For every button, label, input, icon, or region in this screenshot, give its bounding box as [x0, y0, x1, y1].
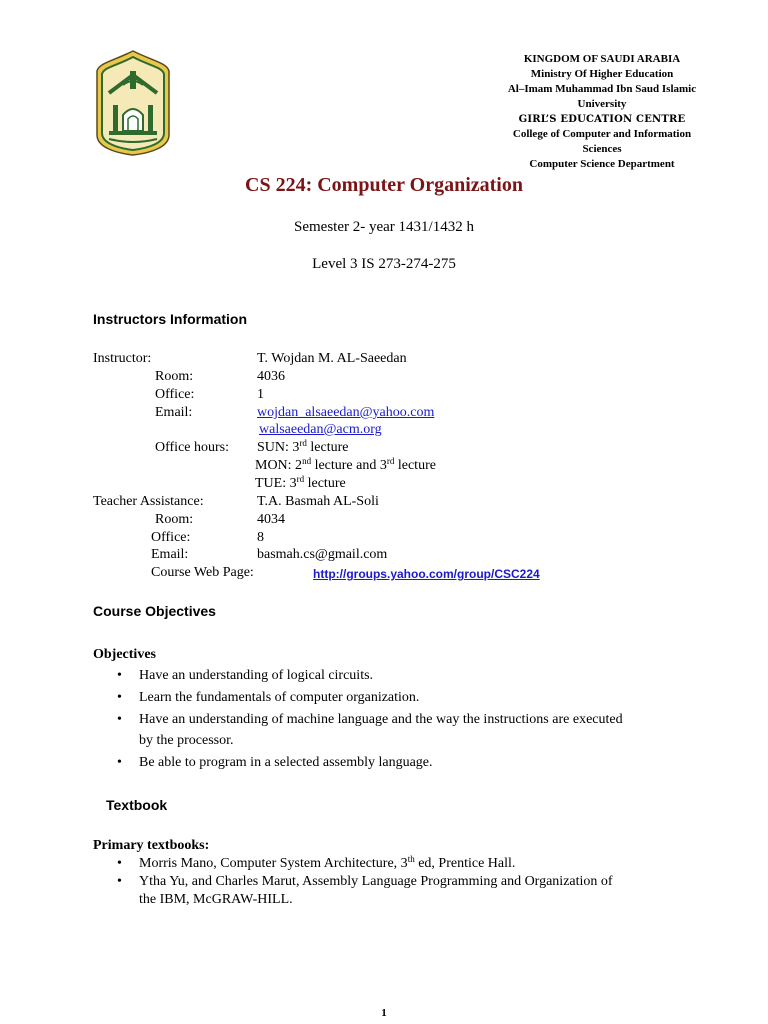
textbook-text: Morris Mano, Computer System Architecture, 3th ed, Prentice Hall.	[139, 854, 516, 871]
objective-text: Be able to program in a selected assembly language.	[139, 755, 433, 770]
office-label: Office:	[155, 387, 195, 402]
header-line: College of Computer and Information	[512, 128, 692, 140]
email-label: Email:	[155, 405, 193, 420]
bullet: •	[117, 690, 122, 705]
bullet: •	[117, 856, 122, 871]
header-line: GIRL’S EDUCATION CENTRE	[518, 114, 686, 125]
textbook-heading: Textbook	[106, 797, 168, 813]
level-line: Level 3 IS 273-274-275	[312, 256, 456, 272]
semester-line: Semester 2- year 1431/1432 h	[294, 219, 474, 235]
ta-email-value: basmah.cs@gmail.com	[257, 547, 388, 562]
objective-text: Have an understanding of logical circuits.	[139, 668, 374, 683]
bullet: •	[117, 755, 122, 770]
email-link[interactable]: wojdan_alsaeedan@yahoo.com	[257, 405, 435, 420]
university-logo	[95, 49, 171, 157]
objective-text: Learn the fundamentals of computer organization.	[139, 690, 420, 705]
instructor-label: Instructor:	[93, 351, 152, 366]
header-line: University	[577, 98, 627, 110]
office-hours-mon: MON: 2nd lecture and 3rd lecture	[255, 456, 436, 473]
course-title: CS 224: Computer Organization	[245, 174, 523, 196]
room-value: 4036	[257, 369, 285, 384]
ta-room-label: Room:	[155, 512, 194, 527]
office-hours-label: Office hours:	[155, 440, 229, 455]
course-web-link[interactable]: http://groups.yahoo.com/group/CSC224	[313, 567, 540, 581]
page-number: 1	[381, 1007, 387, 1019]
header-line: KINGDOM OF SAUDI ARABIA	[523, 53, 681, 65]
objective-text: Have an understanding of machine language and the way the instructions are executed	[139, 712, 623, 727]
bullet: •	[117, 874, 122, 889]
header-line: Al–Imam Muhammad Ibn Saud Islamic	[507, 83, 697, 95]
office-value: 1	[257, 387, 264, 402]
office-hours-tue: TUE: 3rd lecture	[255, 474, 346, 491]
ta-email-label: Email:	[151, 547, 189, 562]
header-line: Ministry Of Higher Education	[530, 68, 674, 80]
office-hours-sun: SUN: 3rd lecture	[257, 438, 349, 455]
room-label: Room:	[155, 369, 194, 384]
textbook-text-continued: the IBM, McGRAW-HILL.	[139, 892, 293, 907]
instructors-heading: Instructors Information	[93, 311, 248, 327]
objectives-subheading: Objectives	[93, 647, 156, 662]
objectives-heading: Course Objectives	[93, 603, 216, 619]
primary-textbooks-label: Primary textbooks:	[93, 838, 210, 853]
ta-label: Teacher Assistance:	[93, 494, 204, 509]
objective-text-continued: by the processor.	[139, 733, 234, 748]
textbook-text: Ytha Yu, and Charles Marut, Assembly Language Programming and Organization of	[139, 874, 613, 889]
instructor-name: T. Wojdan M. AL-Saeedan	[257, 351, 407, 366]
header-line: Computer Science Department	[529, 158, 675, 170]
ta-office-value: 8	[257, 530, 264, 545]
email-link[interactable]: walsaeedan@acm.org	[259, 422, 382, 437]
ta-office-label: Office:	[151, 530, 191, 545]
institution-header	[452, 52, 752, 172]
ta-name: T.A. Basmah AL-Soli	[257, 494, 379, 509]
bullet: •	[117, 668, 122, 683]
header-line: Sciences	[582, 143, 622, 155]
web-page-label: Course Web Page:	[151, 565, 254, 580]
bullet: •	[117, 712, 122, 727]
ta-room-value: 4034	[257, 512, 285, 527]
